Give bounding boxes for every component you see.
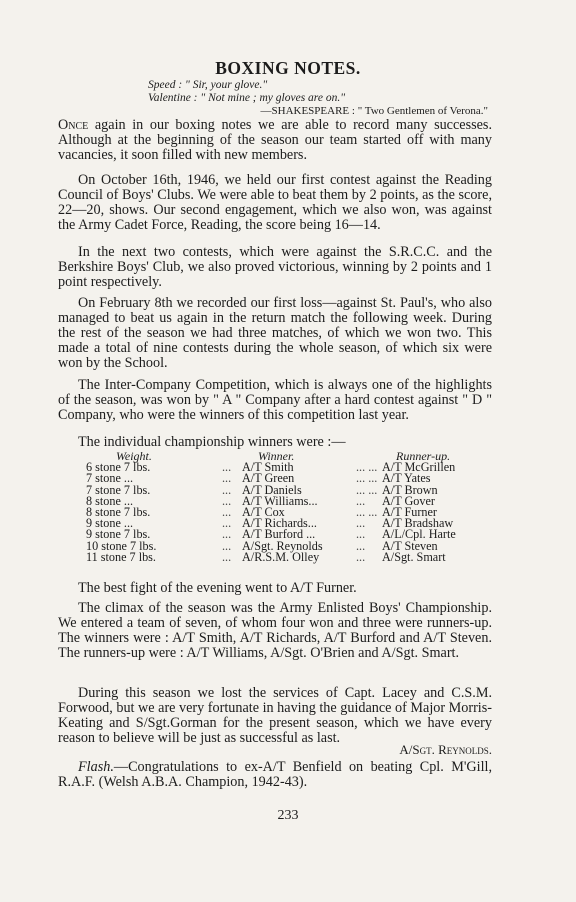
paragraph-4: On February 8th we recorded our first loss—against St. Paul's, who also managed to beat us again in the return match the following week. During the rest of the season we had three matches, of which we won two. This made a total of nine contests during the whole season, of which six were won by the School. <box>58 295 492 371</box>
cell-runner: A/T Furner <box>382 505 437 520</box>
cell-winner: A/T Williams... <box>242 493 318 508</box>
cell-runner: A/T McGrillen <box>382 460 456 475</box>
flash-label: Flash. <box>78 759 114 775</box>
cell-d2: ... ... <box>356 460 378 475</box>
paragraph-1-body: again in our boxing notes we are able to record many successes. Although at the beginning of the season our team started off with many vacancies, it soon filled with new members. <box>58 117 492 163</box>
paragraph-flash <box>58 760 492 790</box>
cell-d2: ... ... <box>356 482 378 497</box>
championship-table <box>86 451 456 563</box>
cell-runner: A/T Gover <box>382 493 435 508</box>
cell-d2: ... <box>356 493 366 508</box>
cell-weight: 11 stone 7 lbs. <box>86 549 156 564</box>
cell-winner: A/Sgt. Reynolds <box>242 538 323 553</box>
paragraph-9: During this season we lost the services of Capt. Lacey and C.S.M. Forwood, but we are very fortunate in having the guidance of Major Morris-Keating and S/Sgt.Gorman for the present season, which we have every reason to believe will be just as successful as last. <box>58 685 492 746</box>
cell-runner: A/T Steven <box>382 538 438 553</box>
cell-winner: A/T Burford ... <box>242 527 316 542</box>
cell-runner: A/L/Cpl. Harte <box>382 527 456 542</box>
cell-d2: ... ... <box>356 471 378 486</box>
paragraph-6: The individual championship winners were :— <box>78 434 346 450</box>
cell-d2: ... <box>356 549 366 564</box>
cell-weight: 10 stone 7 lbs. <box>86 538 157 553</box>
cell-d2: ... <box>356 538 366 553</box>
cell-winner: A/T Richards... <box>242 516 317 531</box>
paragraph-1 <box>58 118 492 163</box>
paragraph-1-lead: Once <box>58 117 89 133</box>
cell-weight: 9 stone ... <box>86 516 134 531</box>
cell-d2: ... ... <box>356 505 378 520</box>
cell-d2: ... <box>356 516 366 531</box>
signature <box>399 742 492 758</box>
cell-d1: ... <box>222 460 232 475</box>
table-row <box>86 552 456 563</box>
page-number: 233 <box>277 808 299 823</box>
cell-winner: A/R.S.M. Olley <box>242 549 320 564</box>
cell-d1: ... <box>222 516 232 531</box>
header-weight: Weight. <box>116 449 152 463</box>
cell-winner: A/T Daniels <box>242 482 302 497</box>
header-winner: Winner. <box>258 449 295 463</box>
cell-winner: A/T Cox <box>242 505 285 520</box>
epigraph-line-2: Valentine : " Not mine ; my gloves are on." <box>148 92 346 104</box>
paragraph-7: The best fight of the evening went to A/T Furner. <box>78 580 357 596</box>
cell-winner: A/T Green <box>242 471 295 486</box>
cell-runner: A/T Bradshaw <box>382 516 454 531</box>
header-runner-up: Runner-up. <box>396 449 451 463</box>
cell-weight: 6 stone 7 lbs. <box>86 460 151 475</box>
paragraph-2: On October 16th, 1946, we held our first contest against the Reading Council of Boys' Clubs. We were able to beat them by 2 points, as the score, 22—20, shows. Our second engagement, which we also won, was against the Army Cadet Force, Reading, the score being 16—14. <box>58 172 492 233</box>
cell-runner: A/T Yates <box>382 471 431 486</box>
epigraph-source: —SHAKESPEARE : " Two Gentlemen of Verona." <box>260 105 488 117</box>
cell-weight: 8 stone ... <box>86 493 134 508</box>
cell-d2: ... <box>356 527 366 542</box>
paragraph-5: The Inter-Company Competition, which is always one of the highlights of the season, was won by " A " Company after a hard contest against " D " Company, who were the winners of this competition last year. <box>58 377 492 423</box>
signature-text: A/Sgt. Reynolds. <box>399 742 492 757</box>
cell-d1: ... <box>222 538 232 553</box>
cell-weight: 8 stone 7 lbs. <box>86 505 151 520</box>
paragraph-8: The climax of the season was the Army Enlisted Boys' Championship. We entered a team of seven, of whom four won and three were runners-up. The winners were : A/T Smith, A/T Richards, A/T Burford and A/T Steven. The runners-up were : A/T Williams, A/Sgt. O'Brien and A/Sgt. Smart. <box>58 600 492 661</box>
cell-runner: A/T Brown <box>382 482 438 497</box>
cell-weight: 7 stone ... <box>86 471 134 486</box>
flash-text: —Congratulations to ex-A/T Benfield on beating Cpl. M'Gill, R.A.F. (Welsh A.B.A. Champion, 1942-43). <box>58 759 492 790</box>
cell-d1: ... <box>222 471 232 486</box>
paragraph-3: In the next two contests, which were against the S.R.C.C. and the Berkshire Boys' Club, we also proved victorious, winning by 2 points and 1 point respectively. <box>58 244 492 290</box>
cell-d1: ... <box>222 493 232 508</box>
page-title: BOXING NOTES. <box>215 58 361 78</box>
cell-d1: ... <box>222 482 232 497</box>
cell-runner: A/Sgt. Smart <box>382 549 446 564</box>
cell-d1: ... <box>222 549 232 564</box>
cell-weight: 9 stone 7 lbs. <box>86 527 151 542</box>
epigraph-line-1: Speed : " Sir, your glove." <box>148 79 268 91</box>
cell-d1: ... <box>222 527 232 542</box>
cell-winner: A/T Smith <box>242 460 294 475</box>
cell-d1: ... <box>222 505 232 520</box>
cell-weight: 7 stone 7 lbs. <box>86 482 151 497</box>
